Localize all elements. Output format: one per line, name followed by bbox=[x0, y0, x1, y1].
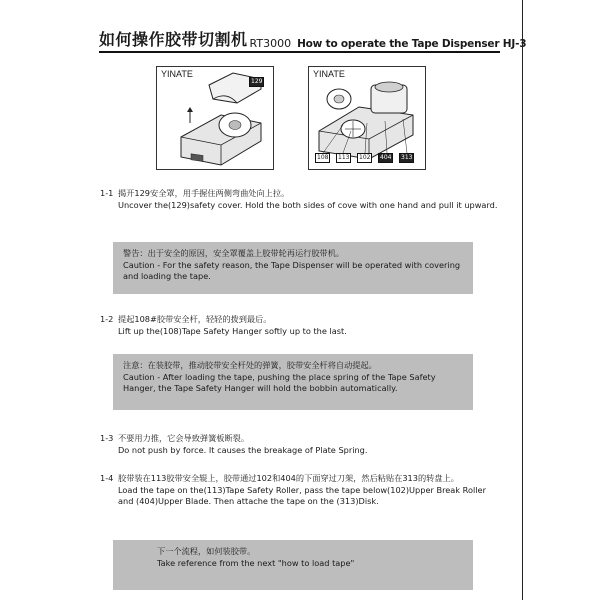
step-1-3 bbox=[100, 433, 500, 456]
figure-tape-path bbox=[308, 66, 426, 170]
callout-129: 129 bbox=[251, 78, 263, 85]
note-text-cn: 警告：出于安全的原因，安全罩覆盖上胶带轮再运行胶带机。 bbox=[123, 248, 345, 258]
step-text-en: Uncover the(129)safety cover. Hold the both sides of cove with one hand and pull it upward. bbox=[118, 199, 498, 210]
step-text-cn: 胶带装在113胶带安全辊上，胶带通过102和404的下面穿过刀架，然后粘贴在313的转盘上。 bbox=[118, 473, 459, 483]
model-number: RT3000 bbox=[249, 37, 292, 50]
step-number: 1-2 bbox=[100, 314, 114, 324]
note-warning bbox=[113, 242, 473, 294]
note-text-cn: 注意：在装胶带，推动胶带安全杆处的弹簧，胶带安全杆将自动提起。 bbox=[123, 360, 377, 370]
note-text-en: Caution - For the safety reason, the Tape Dispenser will be operated with covering and loading the tape. bbox=[123, 259, 461, 281]
callout-313: 313 bbox=[401, 154, 413, 161]
note-text-en: Caution - After loading the tape, pushing the place spring of the Tape Safety Hanger, the Tape Safety Hanger will hold the bobbin automatically. bbox=[123, 371, 436, 393]
callout-108: 108 bbox=[317, 154, 329, 161]
step-text-cn: 不要用力推，它会导致弹簧板断裂。 bbox=[118, 433, 250, 443]
callout-404: 404 bbox=[380, 154, 392, 161]
step-number: 1-1 bbox=[100, 188, 114, 198]
step-1-1 bbox=[100, 188, 500, 211]
note-text-en: Take reference from the next "how to load tape" bbox=[157, 557, 355, 568]
brand-label: YINATE bbox=[161, 69, 193, 79]
note-next-step bbox=[113, 540, 473, 590]
step-1-4 bbox=[100, 473, 500, 508]
note-text-cn: 下一个流程，如何装胶带。 bbox=[157, 546, 256, 556]
step-text-cn: 提起108#胶带安全杆，轻轻的拨到最后。 bbox=[118, 314, 272, 324]
page-header bbox=[99, 28, 527, 50]
header-rule bbox=[99, 51, 500, 53]
note-caution bbox=[113, 354, 473, 410]
step-text-en: Lift up the(108)Tape Safety Hanger softly up to the last. bbox=[118, 325, 347, 336]
step-number: 1-4 bbox=[100, 473, 114, 483]
figure-cover-removal bbox=[156, 66, 274, 170]
page-edge-line bbox=[522, 0, 523, 600]
step-1-2 bbox=[100, 314, 500, 337]
title-english: How to operate the Tape Dispenser HJ-3 bbox=[297, 38, 527, 50]
step-text-en: Load the tape on the(113)Tape Safety Roller, pass the tape below(102)Upper Break Roller and (404)Upper Blade. Then attache the tape on the (313)Disk. bbox=[118, 484, 486, 506]
step-text-en: Do not push by force. It causes the breakage of Plate Spring. bbox=[118, 444, 368, 455]
callout-113: 113 bbox=[338, 154, 350, 161]
brand-label: YINATE bbox=[313, 69, 345, 79]
callout-102: 102 bbox=[359, 154, 371, 161]
step-text-cn: 揭开129安全罩，用手握住两侧弯曲处向上拉。 bbox=[118, 188, 290, 198]
step-number: 1-3 bbox=[100, 433, 114, 443]
title-chinese: 如何操作胶带切割机 bbox=[99, 30, 248, 49]
